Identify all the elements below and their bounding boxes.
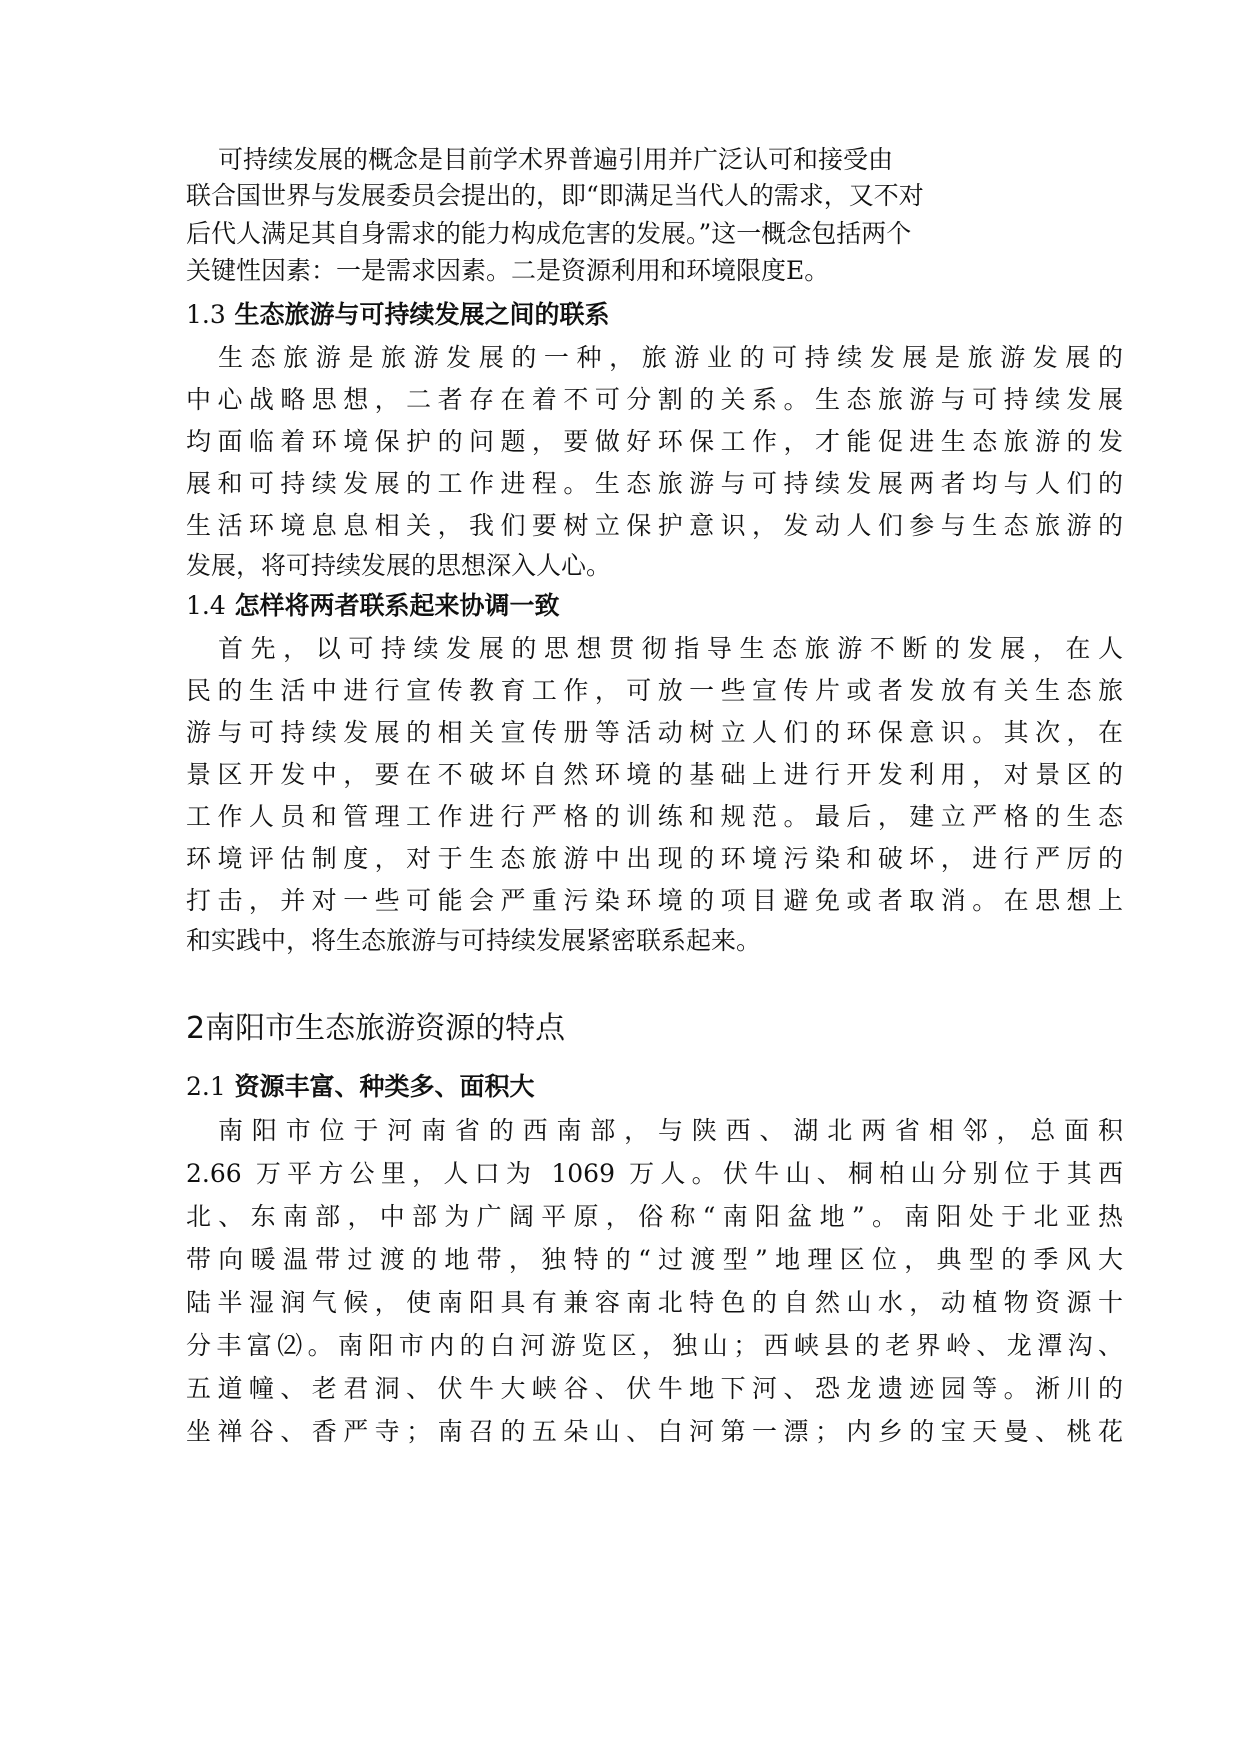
s2-1-line-1: 南阳市位于河南省的西南部，与陕西、湖北两省相邻，总面积 <box>218 1116 1123 1145</box>
s1-4-line-4: 景区开发中，要在不破坏自然环境的基础上进行开发利用，对景区的 <box>186 760 1123 789</box>
s2-1-line-4: 带向暖温带过渡的地带，独特的“过渡型”地理区位，典型的季风大 <box>186 1245 1123 1274</box>
s2-1-line-2: 2.66 万平方公里，人口为 1069 万人。伏牛山、桐柏山分别位于其西 <box>186 1159 1123 1188</box>
s1-4-line-1: 首先，以可持续发展的思想贯彻指导生态旅游不断的发展，在人 <box>218 634 1123 663</box>
s1-3-line-6: 发展，将可持续发展的思想深入人心。 <box>186 551 612 580</box>
intro-line-2: 联合国世界与发展委员会提出的，即“即满足当代人的需求，又不对 <box>186 181 924 210</box>
chapter-2-heading: 2南阳市生态旅游资源的特点 <box>186 1011 566 1046</box>
s1-3-line-3: 均面临着环境保护的问题，要做好环保工作，才能促进生态旅游的发 <box>186 427 1123 456</box>
s2-1-line-6: 分丰富⑵。南阳市内的白河游览区，独山；西峡县的老界岭、龙潭沟、 <box>186 1331 1123 1360</box>
section-2-1-heading <box>186 1072 535 1102</box>
section-1-3-heading <box>186 300 610 330</box>
intro-line-3: 后代人满足其自身需求的能力构成危害的发展。”这一概念包括两个 <box>186 219 912 248</box>
s1-4-line-8: 和实践中，将生态旅游与可持续发展紧密联系起来。 <box>186 926 762 955</box>
section-1-3-number: 1.3 <box>186 300 226 329</box>
s1-4-line-3: 游与可持续发展的相关宣传册等活动树立人们的环保意识。其次，在 <box>186 718 1123 747</box>
s2-1-line-8: 坐禅谷、香严寺；南召的五朵山、白河第一漂；内乡的宝天曼、桃花 <box>186 1417 1123 1446</box>
intro-line-1: 可持续发展的概念是目前学术界普遍引用并广泛认可和接受由 <box>218 145 894 174</box>
s1-4-line-7: 打击，并对一些可能会严重污染环境的项目避免或者取消。在思想上 <box>186 886 1123 915</box>
section-2-1-title: 资源丰富、种类多、面积大 <box>234 1072 535 1101</box>
s2-1-line-5: 陆半湿润气候，使南阳具有兼容南北特色的自然山水，动植物资源十 <box>186 1288 1123 1317</box>
section-1-4-number: 1.4 <box>186 591 226 620</box>
s2-1-line-3: 北、东南部，中部为广阔平原，俗称“南阳盆地”。南阳处于北亚热 <box>186 1202 1123 1231</box>
intro-line-4: 关键性因素：一是需求因素。二是资源利用和环境限度E。 <box>186 256 830 285</box>
s1-3-line-4: 展和可持续发展的工作进程。生态旅游与可持续发展两者均与人们的 <box>186 469 1123 498</box>
s1-3-line-2: 中心战略思想，二者存在着不可分割的关系。生态旅游与可持续发展 <box>186 385 1123 414</box>
s1-3-line-5: 生活环境息息相关，我们要树立保护意识，发动人们参与生态旅游的 <box>186 511 1123 540</box>
section-1-4-title: 怎样将两者联系起来协调一致 <box>234 591 560 620</box>
s1-4-line-2: 民的生活中进行宣传教育工作，可放一些宣传片或者发放有关生态旅 <box>186 676 1123 705</box>
s1-4-line-6: 环境评估制度，对于生态旅游中出现的环境污染和破坏，进行严厉的 <box>186 844 1123 873</box>
section-2-1-number: 2.1 <box>186 1072 226 1101</box>
s1-3-line-1: 生态旅游是旅游发展的一种，旅游业的可持续发展是旅游发展的 <box>218 343 1123 372</box>
section-1-3-title: 生态旅游与可持续发展之间的联系 <box>234 300 610 329</box>
section-1-4-heading <box>186 591 560 621</box>
s2-1-line-7: 五道幢、老君洞、伏牛大峡谷、伏牛地下河、恐龙遗迹园等。淅川的 <box>186 1374 1123 1403</box>
s1-4-line-5: 工作人员和管理工作进行严格的训练和规范。最后，建立严格的生态 <box>186 802 1123 831</box>
